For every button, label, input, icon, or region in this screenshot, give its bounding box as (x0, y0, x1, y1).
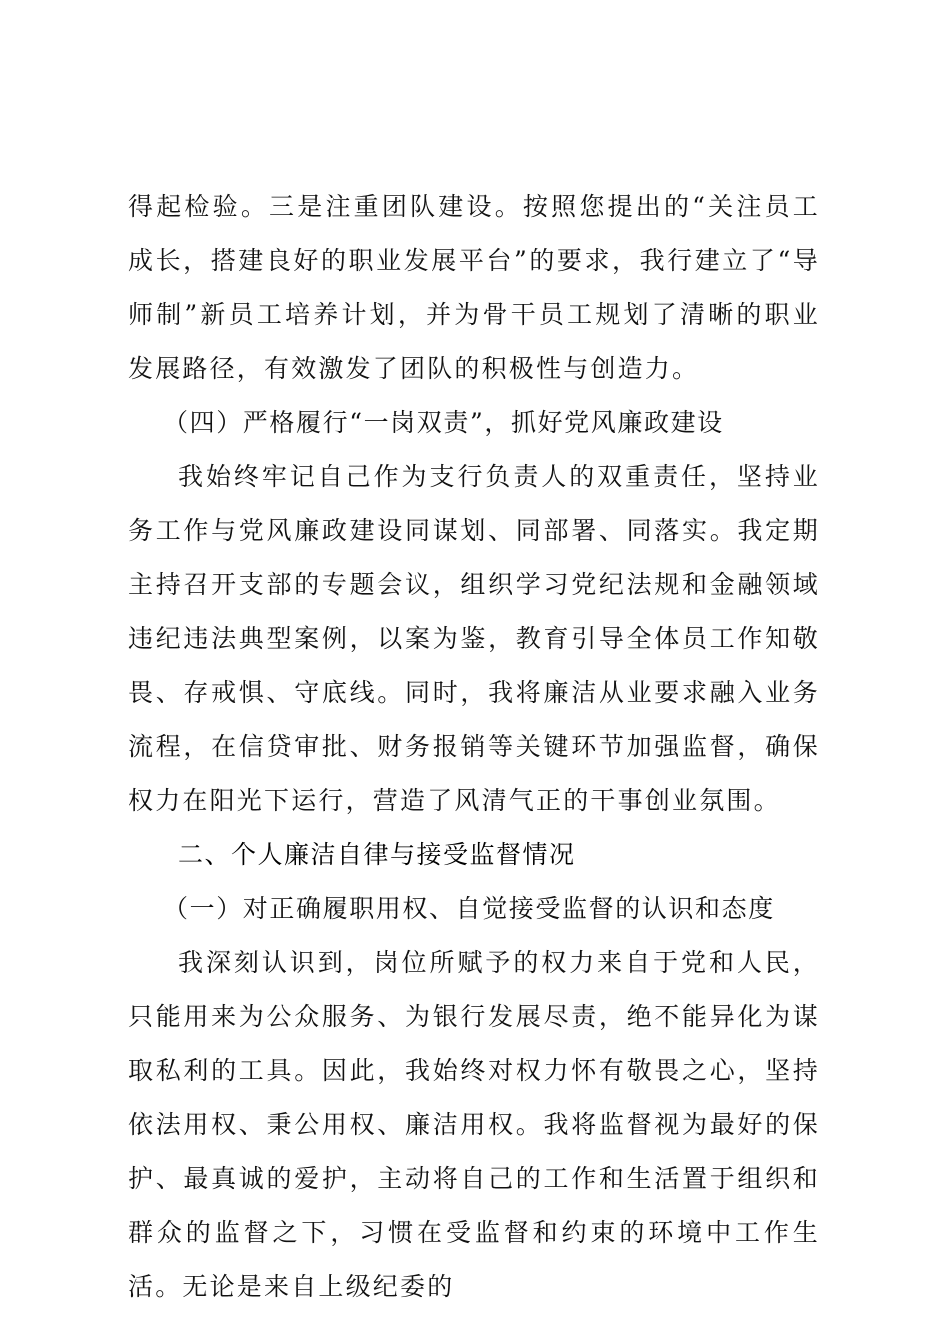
section-heading-two: 二、个人廉洁自律与接受监督情况 (178, 840, 576, 869)
subheading-four: （四）严格履行“一岗双责”，抓好党风廉政建设 (163, 408, 724, 437)
document-body (128, 180, 820, 1314)
paragraph-integrity-responsibility: 我始终牢记自己作为支行负责人的双重责任，坚持业务工作与党风廉政建设同谋划、同部署、同落实。我定期主持召开支部的专题会议，组织学习党纪法规和金融领域违纪违法典型案例，以案为鉴，教育引导全体员工作知敬畏、存戒惧、守底线。同时，我将廉洁从业要求融入业务流程，在信贷审批、财务报销等关键环节加强监督，确保权力在阳光下运行，营造了风清气正的干事创业氛围。 (128, 462, 820, 815)
subheading-one: （一）对正确履职用权、自觉接受监督的认识和态度 (163, 894, 775, 923)
paragraph-team-building: 得起检验。三是注重团队建设。按照您提出的“关注员工成长，搭建良好的职业发展平台”的要求，我行建立了“导师制”新员工培养计划，并为骨干员工规划了清晰的职业发展路径，有效激发了团队的积极性与创造力。 (128, 192, 820, 383)
paragraph-power-awareness: 我深刻认识到，岗位所赋予的权力来自于党和人民，只能用来为公众服务、为银行发展尽责，绝不能异化为谋取私利的工具。因此，我始终对权力怀有敬畏之心，坚持依法用权、秉公用权、廉洁用权。我将监督视为最好的保护、最真诚的爱护，主动将自己的工作和生活置于组织和群众的监督之下，习惯在受监督和约束的环境中工作生活。无论是来自上级纪委的 (128, 948, 820, 1301)
